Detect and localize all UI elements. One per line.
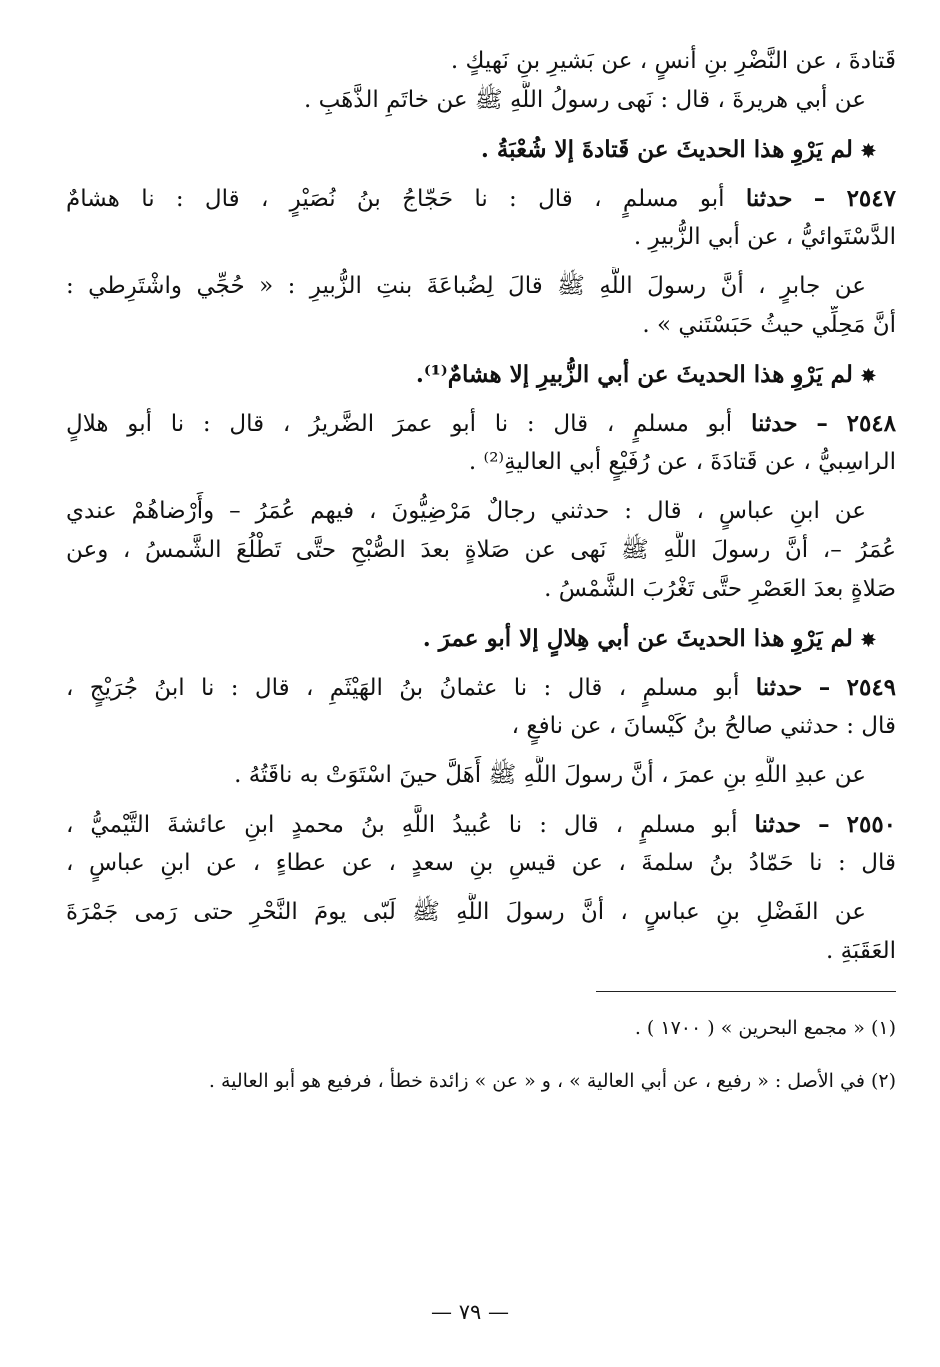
- page-number: — ٧٩ —: [431, 1300, 509, 1324]
- section-heading: ✸لم يَرْوِ هذا الحديثَ عن قَتادةَ إلا شُعْبَةُ .: [66, 130, 896, 169]
- footnote-1: (١) « مجمع البحرين » ( ١٧٠٠ ) .: [634, 1017, 896, 1039]
- text-line: أنَّ مَحِلِّي حيثُ حَبَسْتَني » .: [642, 312, 896, 338]
- spacer: [66, 746, 896, 756]
- text-line: صَلاةٍ بعدَ العَصْرِ حتَّى تَغْرُبَ الشَّمْسُ .: [544, 576, 896, 602]
- section-heading: ✸لم يَرْوِ هذا الحديثَ عن أبي الزُّبيرِ إلا هشامٌ⁽¹⁾.: [66, 355, 896, 394]
- footnote-2: (٢) في الأصل : « رفيع ، عن أبي العالية » ، و « عن » زائدة خطأ ، فرفيع هو أبو العالية .: [208, 1070, 896, 1092]
- dash-separator: –: [818, 674, 831, 701]
- hadith-label: حدثنا: [755, 674, 803, 701]
- dash-separator: –: [816, 410, 828, 437]
- star-icon: ✸: [860, 630, 876, 651]
- spacer: [66, 120, 896, 130]
- star-icon: ✸: [860, 366, 876, 387]
- text-line: الدَّسْتَوائيُّ ، عن أبي الزُّبيرِ .: [633, 224, 896, 250]
- spacer: [66, 257, 896, 267]
- footnote-divider: [596, 991, 896, 992]
- hadith-number: ٢٥٤٩: [846, 674, 896, 701]
- text-line: قال : نا حَمّادُ بنُ سلمةَ ، عن قيسِ بنِ سعدٍ ، عن عطاءٍ ، عن ابنِ عباسٍ ،: [66, 850, 896, 876]
- spacer: [66, 795, 896, 805]
- hadith-label: حدثنا: [754, 811, 802, 838]
- section-heading: ✸لم يَرْوِ هذا الحديثَ عن أبي هِلالٍ إلا أبو عمرَ .: [66, 619, 896, 658]
- dash-separator: –: [818, 811, 830, 838]
- spacer: [66, 169, 896, 179]
- star-icon: ✸: [860, 141, 876, 162]
- text-line: قَتادةَ ، عن النَّضْرِ بنِ أنسٍ ، عن بَشيرِ بنِ نَهيكٍ .: [450, 48, 896, 74]
- text-line: عن جابرٍ ، أنَّ رسولَ اللَّهِ ﷺ قالَ لِضُباعَةَ بنتِ الزُّبيرِ : « حُجِّي واشْتَرِطي :: [66, 273, 866, 299]
- hadith-number: ٢٥٤٨: [846, 410, 896, 437]
- dash-separator: –: [813, 185, 826, 212]
- hadith-number: ٢٥٤٧: [846, 185, 896, 212]
- hadith-start-line: ٢٥٥٠ – حدثنا أبو مسلمٍ ، قال : نا عُبيدُ اللَّهِ بنُ محمدٍ ابنِ عائشةَ التَّيْميُّ ،: [66, 811, 896, 838]
- hadith-start-line: ٢٥٤٩ – حدثنا أبو مسلمٍ ، قال : نا عثمانُ بنُ الهَيْثَمِ ، قال : نا ابنُ جُرَيْجٍ ،: [66, 674, 896, 701]
- spacer: [66, 883, 896, 893]
- spacer: [66, 482, 896, 492]
- text-line: العَقَبَةِ .: [825, 938, 896, 964]
- text-line: عُمَرُ –، أنَّ رسولَ اللَّهِ ﷺ نَهى عن صَلاةٍ بعدَ الصُّبْحِ حتَّى تَطْلُعَ الشَّمسُ ، وعن: [66, 537, 896, 563]
- hadith-start-line: ٢٥٤٧ – حدثنا أبو مسلمٍ ، قال : نا حَجّاجُ بنُ نُصَيْرٍ ، قال : نا هشامٌ: [66, 185, 896, 212]
- text-line: الراسِبيُّ ، عن قَتادَةَ ، عن رُفَيْعٍ أبي العاليةِ⁽²⁾ .: [468, 449, 896, 475]
- text-line: عن الفَضْلِ بنِ عباسٍ ، أنَّ رسولَ اللَّهِ ﷺ لَبّى يومَ النَّحْرِ حتى رَمى جَمْرَةَ: [66, 899, 866, 925]
- hadith-number: ٢٥٥٠: [846, 811, 896, 838]
- hadith-label: حدثنا: [750, 410, 798, 437]
- spacer: [66, 345, 896, 355]
- spacer: [66, 394, 896, 404]
- hadith-start-line: ٢٥٤٨ – حدثنا أبو مسلمٍ ، قال : نا أبو عمرَ الضَّريرُ ، قال : نا أبو هلالٍ: [66, 410, 896, 437]
- text-line: قال : حدثني صالحُ بنُ كَيْسانَ ، عن نافعٍ ،: [511, 713, 896, 739]
- text-line: عن أبي هريرةَ ، قال : نَهى رسولُ اللَّهِ ﷺ عن خاتَمِ الذَّهَبِ .: [303, 87, 866, 113]
- spacer: [66, 658, 896, 668]
- hadith-label: حدثنا: [745, 185, 793, 212]
- text-line: عن ابنِ عباسٍ ، قال : حدثني رجالٌ مَرْضِيُّونَ ، فيهم عُمَرُ – وأَرْضاهُمْ عندي: [66, 498, 866, 524]
- spacer: [66, 609, 896, 619]
- text-line: عن عبدِ اللَّهِ بنِ عمرَ ، أنَّ رسولَ اللَّهِ ﷺ أَهَلَّ حينَ اسْتَوَتْ به ناقَتُهُ .: [234, 762, 866, 788]
